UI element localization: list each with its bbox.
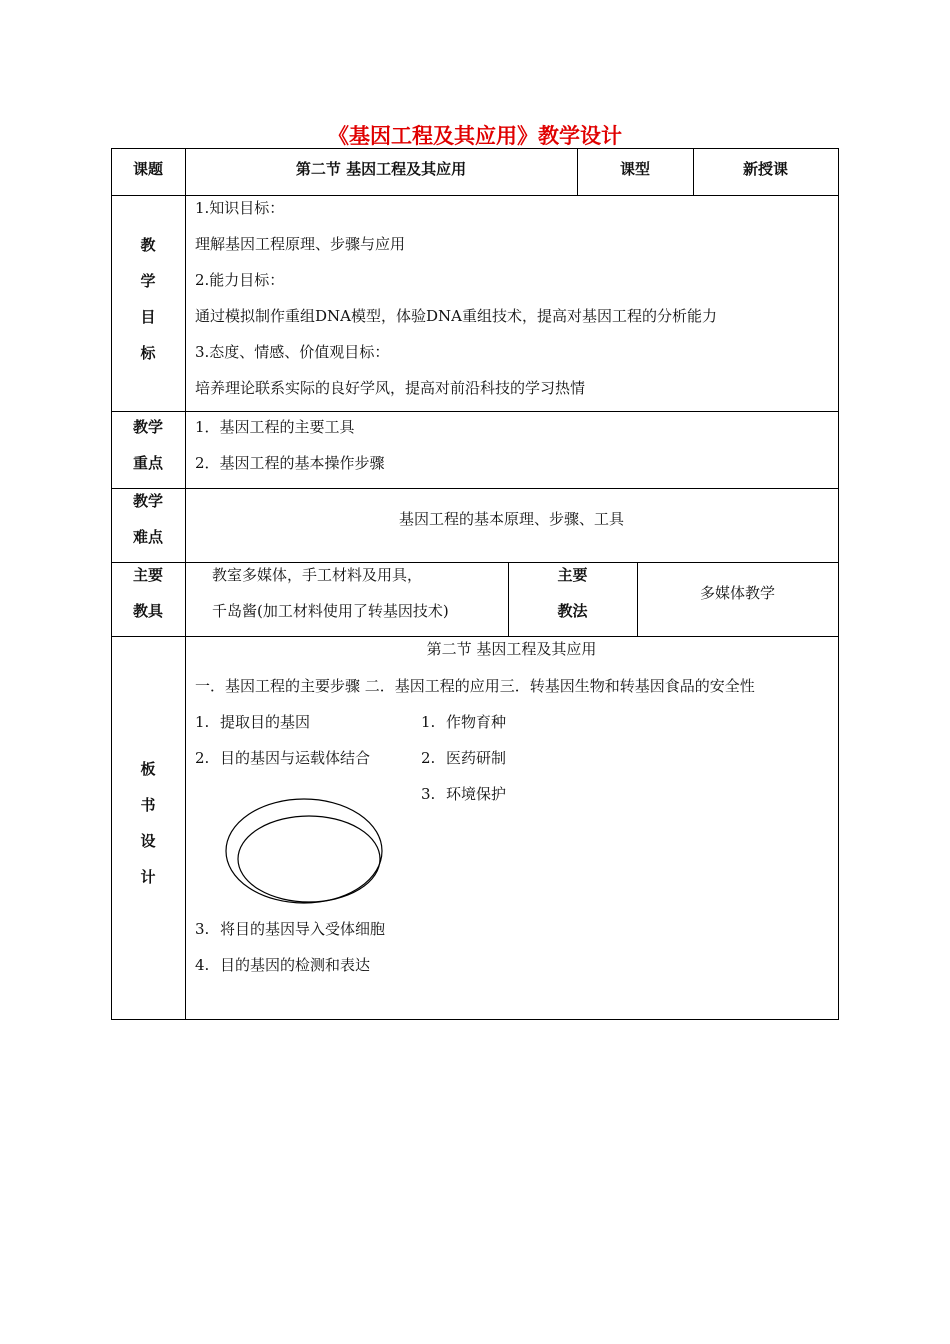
objectives-label-char: 标 (140, 344, 156, 362)
topic-label: 课题 (132, 160, 163, 178)
board-application (421, 713, 506, 731)
application-text: 医药研制 (446, 749, 507, 767)
row-divider (111, 195, 839, 196)
key-point-item: 1．基因工程的主要工具 (195, 418, 355, 436)
application-number: 2. (421, 749, 436, 767)
board-label-char: 板 (140, 760, 156, 778)
step-number: 2. (195, 749, 210, 767)
plasmid-outer-ring (226, 799, 382, 903)
board-heading: 第二节 基因工程及其应用 (426, 640, 597, 658)
row-divider (111, 636, 839, 637)
objectives-label-char: 目 (140, 308, 156, 326)
table-border-bottom (111, 1019, 839, 1020)
board-label-char: 计 (140, 868, 156, 886)
tools-label: 主要 (132, 566, 163, 584)
board-step (195, 749, 370, 767)
table-border-top (111, 148, 839, 149)
objective-line: 通过模拟制作重组DNA模型，体验DNA重组技术，提高对基因工程的分析能力 (195, 307, 717, 325)
row-divider (111, 411, 839, 412)
method-value: 多媒体教学 (699, 584, 775, 602)
objective-line: 理解基因工程原理、步骤与应用 (195, 235, 406, 253)
difficult-points-label: 难点 (132, 528, 163, 546)
board-step (195, 956, 370, 974)
row-divider (111, 488, 839, 489)
document-title: 《基因工程及其应用》教学设计 (328, 124, 622, 148)
objective-line: 1.知识目标： (195, 199, 285, 217)
objectives-label-char: 学 (140, 272, 156, 290)
board-label-char: 书 (140, 796, 156, 814)
key-point-item: 2．基因工程的基本操作步骤 (195, 454, 385, 472)
type-label: 课型 (619, 160, 650, 178)
difficult-points-text: 基因工程的基本原理、步骤、工具 (398, 510, 624, 528)
application-text: 作物育种 (446, 713, 507, 731)
board-step (195, 713, 310, 731)
step-text: 目的基因的检测和表达 (220, 956, 371, 974)
step-text: 提取目的基因 (220, 713, 311, 731)
board-application (421, 749, 506, 767)
table-border-right (838, 148, 839, 1020)
tools-label: 教具 (132, 602, 163, 620)
tools-line: 千岛酱(加工材料使用了转基因技术) (212, 602, 449, 620)
tools-line: 教室多媒体，手工材料及用具， (212, 566, 423, 584)
key-points-label: 教学 (132, 418, 163, 436)
topic-value: 第二节 基因工程及其应用 (295, 160, 467, 178)
label-column-divider (185, 148, 186, 1020)
step-number: 3. (195, 920, 210, 938)
board-step (195, 920, 385, 938)
step-text: 将目的基因导入受体细胞 (220, 920, 386, 938)
key-points-label: 重点 (132, 454, 163, 472)
board-label-char: 设 (140, 832, 156, 850)
application-text: 环境保护 (446, 785, 507, 803)
objective-line: 2.能力目标： (195, 271, 285, 289)
plasmid-inner-ring (238, 816, 380, 902)
objective-line: 培养理论联系实际的良好学风，提高对前沿科技的学习热情 (195, 379, 586, 397)
step-text: 目的基因与运载体结合 (220, 749, 371, 767)
row-divider (111, 562, 839, 563)
board-outline: 一．基因工程的主要步骤 二．基因工程的应用三．转基因生物和转基因食品的安全性 (195, 677, 755, 695)
plasmid-diagram (222, 797, 392, 907)
application-number: 1. (421, 713, 436, 731)
step-number: 4. (195, 956, 210, 974)
difficult-points-label: 教学 (132, 492, 163, 510)
step-number: 1. (195, 713, 210, 731)
application-number: 3. (421, 785, 436, 803)
board-application (421, 785, 506, 803)
type-value: 新授课 (742, 160, 788, 178)
objectives-label-char: 教 (140, 236, 156, 254)
method-label: 教法 (557, 602, 588, 620)
objective-line: 3.态度、情感、价值观目标： (195, 343, 390, 361)
method-label: 主要 (557, 566, 588, 584)
